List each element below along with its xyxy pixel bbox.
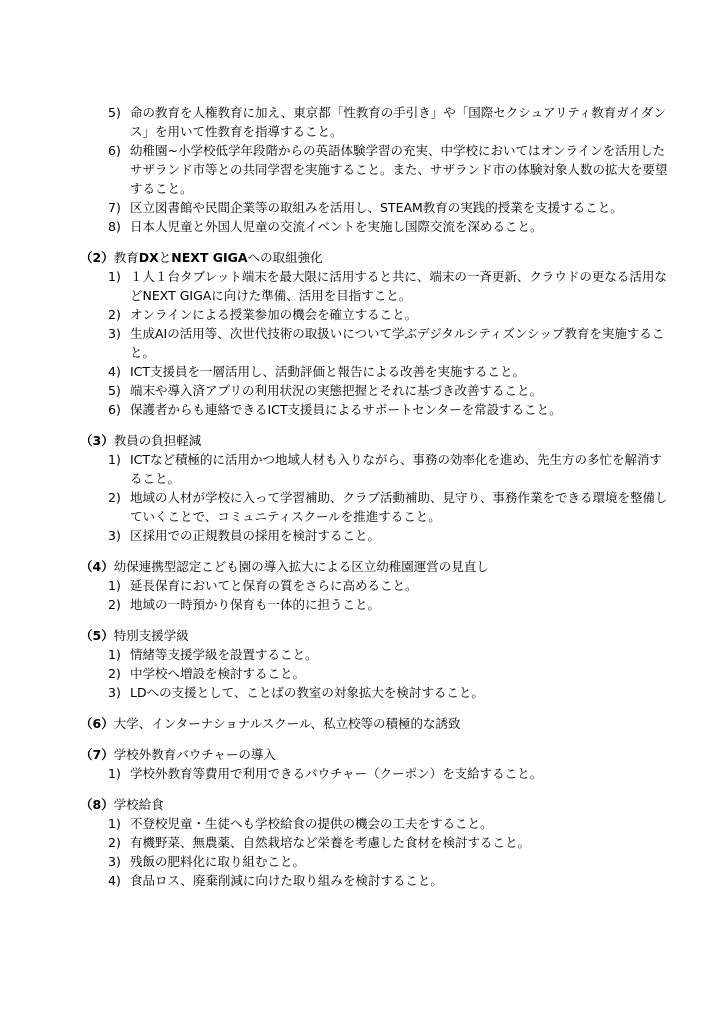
- item-number: 2): [108, 835, 121, 850]
- list-item: [80, 217, 670, 236]
- item-number: 1): [108, 269, 121, 284]
- item-text: LDへの支援として、ことばの教室の対象拡大を検討すること。: [130, 685, 484, 700]
- heading-text: 特別支援学級: [113, 628, 189, 643]
- section-special-support: [80, 626, 670, 702]
- document-body: [80, 103, 670, 902]
- heading-part: 教育: [113, 250, 139, 265]
- heading-part: への取組強化: [247, 250, 323, 265]
- item-number: 4): [108, 873, 121, 888]
- item-number: 8): [108, 219, 121, 234]
- item-text: 学校外教育等費用で利用できるバウチャー（クーポン）を支給すること。: [130, 766, 543, 781]
- list-item: [80, 362, 670, 381]
- numbered-list: [80, 576, 670, 614]
- list-item: [80, 871, 670, 890]
- numbered-list: [80, 103, 670, 236]
- item-number: 7): [108, 200, 121, 215]
- item-number: 3): [108, 528, 121, 543]
- item-text: 区採用での正規教員の採用を検討すること。: [130, 528, 381, 543]
- item-number: 5): [108, 383, 121, 398]
- item-number: 4): [108, 364, 121, 379]
- list-item: [80, 267, 670, 305]
- item-text: 地域の人材が学校に入って学習補助、クラブ活動補助、見守り、事務作業をできる環境を整備していくことで、コミュニティスクールを推進すること。: [130, 490, 668, 524]
- list-item: [80, 381, 670, 400]
- heading-part-bold: NEXT GIGA: [171, 250, 248, 265]
- section-number: （5）: [80, 628, 114, 643]
- section-number: （8）: [80, 797, 114, 812]
- heading-text: 幼保連携型認定こども園の導入拡大による区立幼稚園運営の見直し: [113, 559, 489, 574]
- item-text: 中学校へ増設を検討すること。: [130, 666, 306, 681]
- item-number: 3): [108, 685, 121, 700]
- list-item: [80, 141, 670, 198]
- heading-text: 学校外教育バウチャーの導入: [113, 747, 276, 762]
- list-item: [80, 576, 670, 595]
- list-item: [80, 852, 670, 871]
- item-number: 6): [108, 143, 121, 158]
- item-text: 端末や導入済アプリの利用状況の実態把握とそれに基づき改善すること。: [130, 383, 543, 398]
- section-teacher-burden: [80, 431, 670, 545]
- section-heading: [80, 626, 670, 645]
- item-number: 1): [108, 816, 121, 831]
- list-item: [80, 683, 670, 702]
- item-text: 有機野菜、無農薬、自然栽培など栄養を考慮した食材を検討すること。: [130, 835, 531, 850]
- section-kindergarten: [80, 557, 670, 614]
- section-number: （6）: [80, 716, 114, 731]
- section-school-attraction: [80, 714, 670, 733]
- list-item: [80, 488, 670, 526]
- list-item: [80, 595, 670, 614]
- section-school-lunch: [80, 795, 670, 890]
- heading-text: 大学、インターナショナルスクール、私立校等の積極的な誘致: [113, 716, 461, 731]
- list-item: [80, 103, 670, 141]
- item-text: 地域の一時預かり保育も一体的に担うこと。: [130, 597, 381, 612]
- heading-text: 教員の負担軽減: [113, 433, 202, 448]
- list-item: [80, 814, 670, 833]
- item-number: 1): [108, 578, 121, 593]
- item-number: 1): [108, 647, 121, 662]
- section-heading: [80, 248, 670, 267]
- list-item: [80, 305, 670, 324]
- item-text: １人１台タブレット端末を最大限に活用すると共に、端末の一斉更新、クラウドの更なる活用などNEXT GIGAに向けた準備、活用を目指すこと。: [130, 269, 667, 303]
- item-text: 保護者からも連絡できるICT支援員によるサポートセンターを常設すること。: [130, 402, 562, 417]
- heading-part-bold: DX: [138, 250, 159, 265]
- item-text: 情緒等支援学級を設置すること。: [130, 647, 318, 662]
- section-dx-next-giga: [80, 248, 670, 419]
- item-text: 幼稚園~小学校低学年段階からの英語体験学習の充実、中学校においてはオンラインを活用したサザランド市等との共同学習を実施すること。また、サザランド市の体験対象人数の拡大を要望すること。: [130, 143, 668, 196]
- section-heading: [80, 714, 670, 733]
- list-item: [80, 526, 670, 545]
- numbered-list: [80, 764, 670, 783]
- item-number: 6): [108, 402, 121, 417]
- list-item: [80, 833, 670, 852]
- numbered-list: [80, 267, 670, 419]
- item-number: 3): [108, 326, 121, 341]
- numbered-list: [80, 450, 670, 545]
- item-text: 延長保育においてと保育の質をさらに高めること。: [130, 578, 418, 593]
- heading-part: と: [158, 250, 172, 265]
- item-number: 2): [108, 597, 121, 612]
- list-item: [80, 664, 670, 683]
- item-text: ICT支援員を一層活用し、活動評価と報告による改善を実施すること。: [130, 364, 526, 379]
- item-number: 1): [108, 452, 121, 467]
- section-voucher: [80, 745, 670, 783]
- section-heading: [80, 557, 670, 576]
- numbered-list: [80, 645, 670, 702]
- item-text: 生成AIの活用等、次世代技術の取扱いについて学ぶデジタルシティズンシップ教育を実施すること。: [130, 326, 665, 360]
- section-continued: [80, 103, 670, 236]
- list-item: [80, 198, 670, 217]
- list-item: [80, 400, 670, 419]
- item-text: 不登校児童・生徒へも学校給食の提供の機会の工夫をすること。: [130, 816, 493, 831]
- section-heading: [80, 431, 670, 450]
- section-heading: [80, 795, 670, 814]
- section-number: （7）: [80, 747, 114, 762]
- section-number: （3）: [80, 433, 114, 448]
- item-number: 5): [108, 105, 121, 120]
- section-heading: [80, 745, 670, 764]
- item-number: 1): [108, 766, 121, 781]
- heading-text: 学校給食: [113, 797, 164, 812]
- item-text: 区立図書館や民間企業等の取組みを活用し、STEAM教育の実践的授業を支援すること。: [130, 200, 623, 215]
- item-text: 食品ロス、廃棄削減に向けた取り組みを検討すること。: [130, 873, 443, 888]
- list-item: [80, 764, 670, 783]
- item-text: ICTなど積極的に活用かつ地域人材も入りながら、事務の効率化を進め、先生方の多忙を解消すること。: [130, 452, 663, 486]
- item-text: オンラインによる授業参加の機会を確立すること。: [130, 307, 418, 322]
- item-text: 日本人児童と外国人児童の交流イベントを実施し国際交流を深めること。: [130, 219, 543, 234]
- item-text: 命の教育を人権教育に加え、東京都「性教育の手引き」や「国際セクシュアリティ教育ガイダンス」を用いて性教育を指導すること。: [130, 105, 667, 139]
- numbered-list: [80, 814, 670, 890]
- item-text: 残飯の肥料化に取り組むこと。: [130, 854, 306, 869]
- section-number: （2）: [80, 250, 114, 265]
- section-number: （4）: [80, 559, 114, 574]
- item-number: 2): [108, 666, 121, 681]
- item-number: 2): [108, 490, 121, 505]
- item-number: 3): [108, 854, 121, 869]
- list-item: [80, 324, 670, 362]
- item-number: 2): [108, 307, 121, 322]
- list-item: [80, 450, 670, 488]
- list-item: [80, 645, 670, 664]
